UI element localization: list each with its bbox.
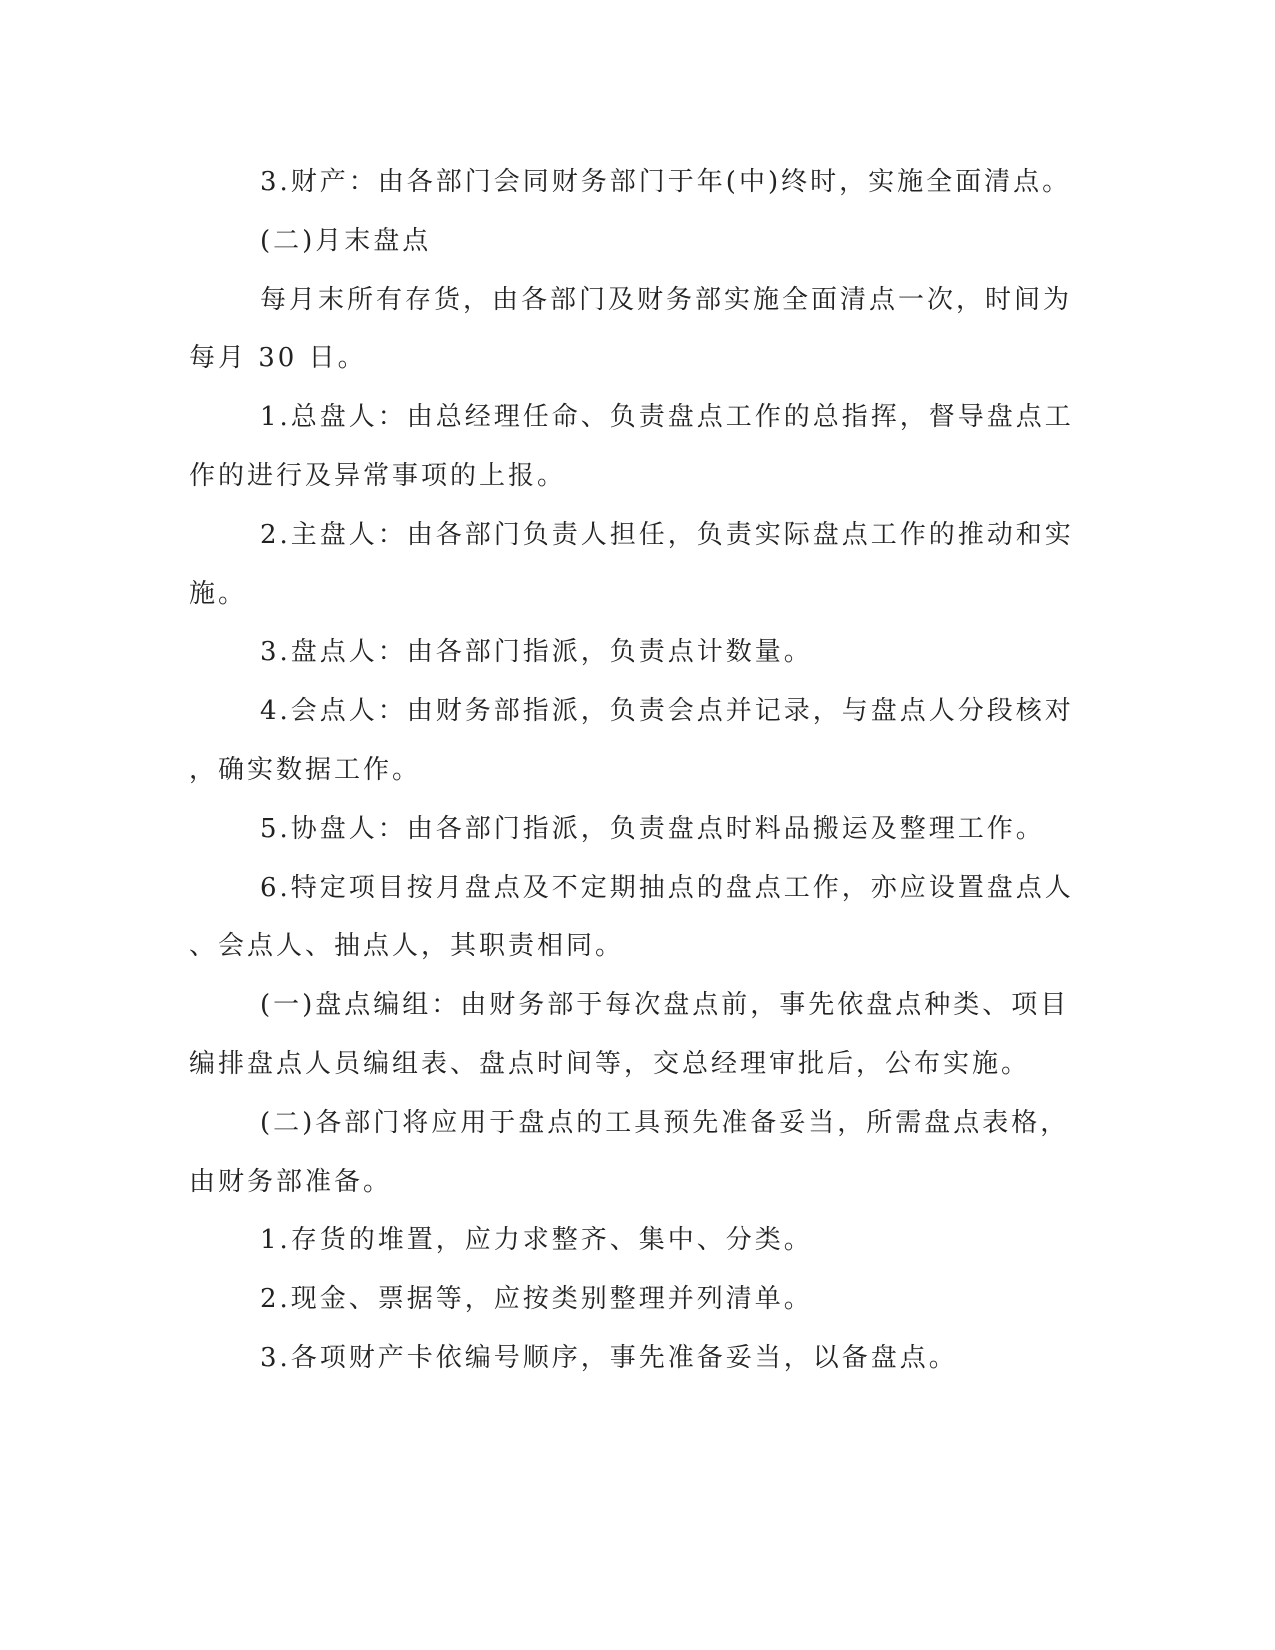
line-text: 5.协盘人：由各部门指派，负责盘点时料品搬运及整理工作。 xyxy=(260,814,1045,844)
text-line-14 xyxy=(0,926,1275,966)
text-line-9 xyxy=(0,632,1275,672)
line-text: 每月末所有存货，由各部门及财务部实施全面清点一次，时间为 xyxy=(260,285,1073,315)
line-text: 1.总盘人：由总经理任命、负责盘点工作的总指挥，督导盘点工 xyxy=(260,402,1074,432)
text-line-15 xyxy=(0,985,1275,1025)
text-line-4 xyxy=(0,338,1275,378)
text-line-2 xyxy=(0,221,1275,261)
text-line-19 xyxy=(0,1220,1275,1260)
text-line-8 xyxy=(0,574,1275,614)
line-text: ，确实数据工作。 xyxy=(189,755,422,785)
text-line-20 xyxy=(0,1279,1275,1319)
line-text: 、会点人、抽点人，其职责相同。 xyxy=(189,931,625,961)
line-text: 4.会点人：由财务部指派，负责会点并记录，与盘点人分段核对 xyxy=(260,696,1074,726)
line-text: 1.存货的堆置，应力求整齐、集中、分类。 xyxy=(260,1225,813,1255)
line-text: 2.现金、票据等，应按类别整理并列清单。 xyxy=(260,1284,813,1314)
line-text: 6.特定项目按月盘点及不定期抽点的盘点工作，亦应设置盘点人 xyxy=(260,873,1074,903)
line-text: (二)各部门将应用于盘点的工具预先准备妥当，所需盘点表格， xyxy=(260,1108,1070,1138)
text-line-7 xyxy=(0,515,1275,555)
line-text: 3.各项财产卡依编号顺序，事先准备妥当，以备盘点。 xyxy=(260,1343,958,1373)
line-text: 编排盘点人员编组表、盘点时间等，交总经理审批后，公布实施。 xyxy=(189,1049,1031,1079)
text-line-17 xyxy=(0,1103,1275,1143)
text-line-10 xyxy=(0,691,1275,731)
line-text: 作的进行及异常事项的上报。 xyxy=(189,461,567,491)
line-text: 3.财产：由各部门会同财务部门于年(中)终时，实施全面清点。 xyxy=(260,167,1072,197)
text-line-3 xyxy=(0,280,1275,320)
text-line-6 xyxy=(0,456,1275,496)
line-text: 3.盘点人：由各部门指派，负责点计数量。 xyxy=(260,637,813,667)
text-line-12 xyxy=(0,809,1275,849)
text-line-1 xyxy=(0,162,1275,202)
line-text: (一)盘点编组：由财务部于每次盘点前，事先依盘点种类、项目 xyxy=(260,990,1070,1020)
line-text: 2.主盘人：由各部门负责人担任，负责实际盘点工作的推动和实 xyxy=(260,520,1074,550)
line-text: 施。 xyxy=(189,579,248,609)
text-line-21 xyxy=(0,1338,1275,1378)
text-line-18 xyxy=(0,1162,1275,1202)
section-heading: (二)月末盘点 xyxy=(260,226,432,256)
text-line-13 xyxy=(0,868,1275,908)
text-line-11 xyxy=(0,750,1275,790)
text-line-16 xyxy=(0,1044,1275,1084)
text-line-5 xyxy=(0,397,1275,437)
line-text: 由财务部准备。 xyxy=(189,1167,393,1197)
line-text: 每月 30 日。 xyxy=(189,343,367,373)
